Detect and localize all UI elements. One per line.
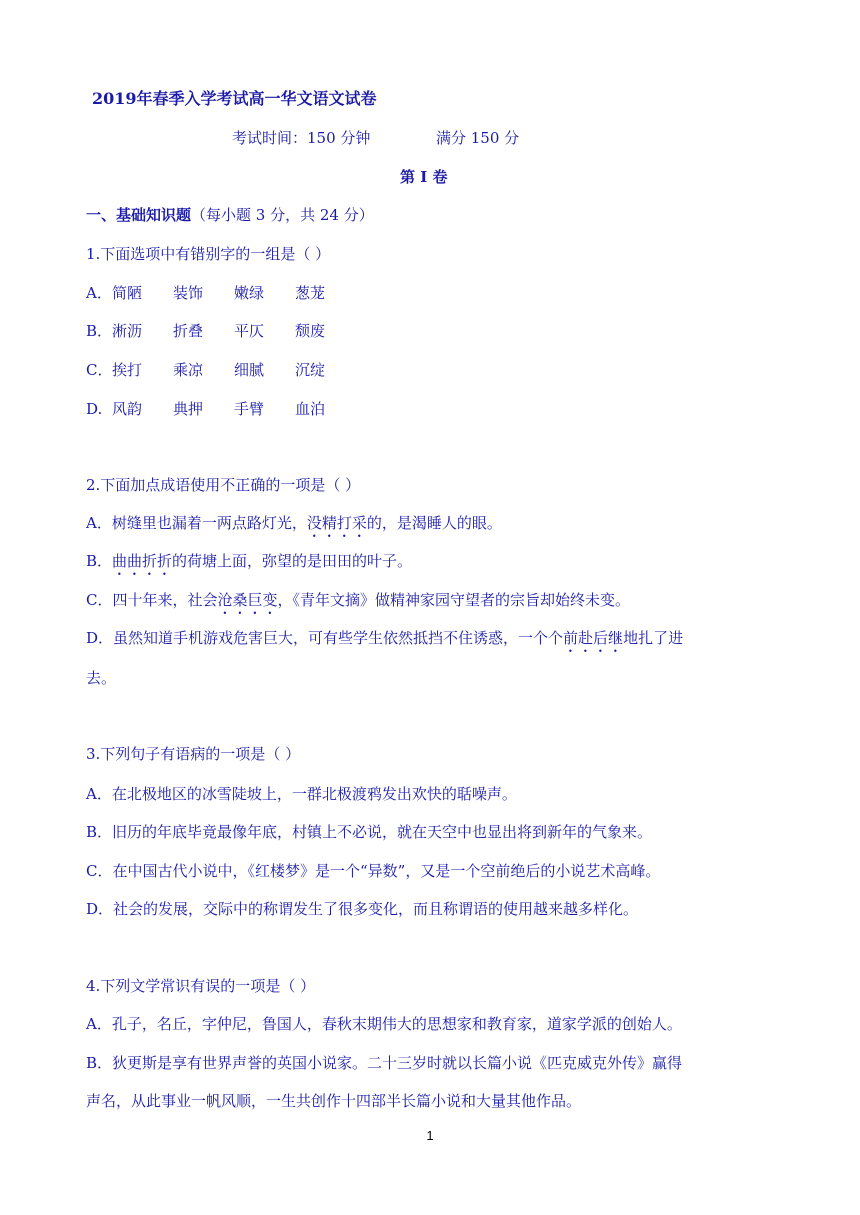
option-text: 四十年来，社会: [112, 591, 218, 609]
exam-full-score: 满分 150 分: [436, 129, 520, 147]
option-text: 的荷塘上面，弥望的是田田的叶子。: [172, 552, 413, 570]
option-word: 手臂: [234, 400, 265, 418]
option-word: 葱茏: [295, 284, 326, 302]
dotted-idiom: 没精打采: [306, 514, 367, 532]
q3-option-a: A．在北极地区的冰雪陡坡上，一群北极渡鸦发出欢快的聒噪声。: [86, 785, 517, 803]
page-number: 1: [426, 1128, 434, 1143]
option-key: C．: [86, 361, 113, 379]
option-word: 嫩绿: [234, 284, 265, 302]
dotted-idiom: 沧桑巨变: [217, 591, 278, 609]
q3-stem: 3.下列句子有语病的一项是（ ）: [86, 745, 301, 763]
volume-heading: 第 I 卷: [400, 168, 448, 186]
q1-stem: 1.下面选项中有错别字的一组是（ ）: [86, 245, 331, 263]
q4-option-b: B．狄更斯是享有世界声誉的英国小说家。二十三岁时就以长篇小说《匹克威克外传》赢得: [86, 1054, 683, 1072]
q1-option-d: [86, 398, 356, 420]
section-title: 一、基础知识题: [86, 206, 192, 224]
section-heading: [86, 204, 374, 226]
q2-option-b: [86, 550, 412, 579]
option-word: 挨打: [112, 361, 143, 379]
q1-option-c: [86, 359, 356, 381]
option-key: D．: [86, 629, 114, 647]
option-text: ，《青年文摘》做精神家园守望者的宗旨却始终未变。: [277, 591, 631, 609]
option-key: B．: [86, 322, 113, 340]
option-word: 装饰: [173, 284, 204, 302]
option-word: 血泊: [295, 400, 326, 418]
exam-title: 2019年春季入学考试高一华文语文试卷: [92, 89, 377, 108]
option-word: 淅沥: [112, 322, 143, 340]
exam-time: 考试时间：150 分钟: [232, 129, 371, 147]
q2-option-a: [86, 512, 502, 541]
q3-option-b: B．旧历的年底毕竟最像年底，村镇上不必说，就在天空中也显出将到新年的气象来。: [86, 823, 653, 841]
option-text: 的，是渴睡人的眼。: [366, 514, 502, 532]
option-key: D.: [86, 400, 103, 418]
q2-option-d: [86, 627, 683, 656]
option-word: 典押: [173, 400, 204, 418]
q2-option-c: [86, 589, 630, 618]
dotted-idiom: 曲曲折折: [112, 552, 173, 570]
q4-option-b-continuation: 声名，从此事业一帆风顺，一生共创作十四部半长篇小说和大量其他作品。: [86, 1092, 582, 1110]
option-word: 风韵: [112, 400, 143, 418]
section-note: （每小题 3 分，共 24 分）: [191, 206, 374, 224]
option-word: 沉绽: [295, 361, 326, 379]
option-word: 折叠: [173, 322, 204, 340]
option-key: A．: [86, 284, 112, 302]
q3-option-d: D．社会的发展，交际中的称谓发生了很多变化，而且称谓语的使用越来越多样化。: [86, 900, 639, 918]
q2-stem: 2.下面加点成语使用不正确的一项是（ ）: [86, 476, 361, 494]
option-key: C．: [86, 591, 113, 609]
option-text: 地扎了进: [623, 629, 684, 647]
option-word: 简陋: [112, 284, 143, 302]
q3-option-c: C．在中国古代小说中，《红楼梦》是一个“异数”，又是一个空前绝后的小说艺术高峰。: [86, 862, 661, 880]
q1-option-b: [86, 320, 356, 342]
option-word: 乘凉: [173, 361, 204, 379]
option-key: B．: [86, 552, 113, 570]
q4-option-a: A．孔子，名丘，字仲尼，鲁国人，春秋末期伟大的思想家和教育家，道家学派的创始人。: [86, 1015, 682, 1033]
q4-stem: 4.下列文学常识有误的一项是（ ）: [86, 977, 316, 995]
dotted-idiom: 前赴后继: [563, 629, 624, 647]
q2-option-d-continuation: 去。: [86, 669, 117, 687]
option-word: 颓废: [295, 322, 326, 340]
option-text: 虽然知道手机游戏危害巨大，可有些学生依然抵挡不住诱惑，一个个: [113, 629, 564, 647]
q1-option-a: [86, 282, 356, 304]
option-key: A．: [86, 514, 112, 532]
option-word: 平仄: [234, 322, 265, 340]
option-word: 细腻: [234, 361, 265, 379]
option-text: 树缝里也漏着一两点路灯光，: [111, 514, 307, 532]
